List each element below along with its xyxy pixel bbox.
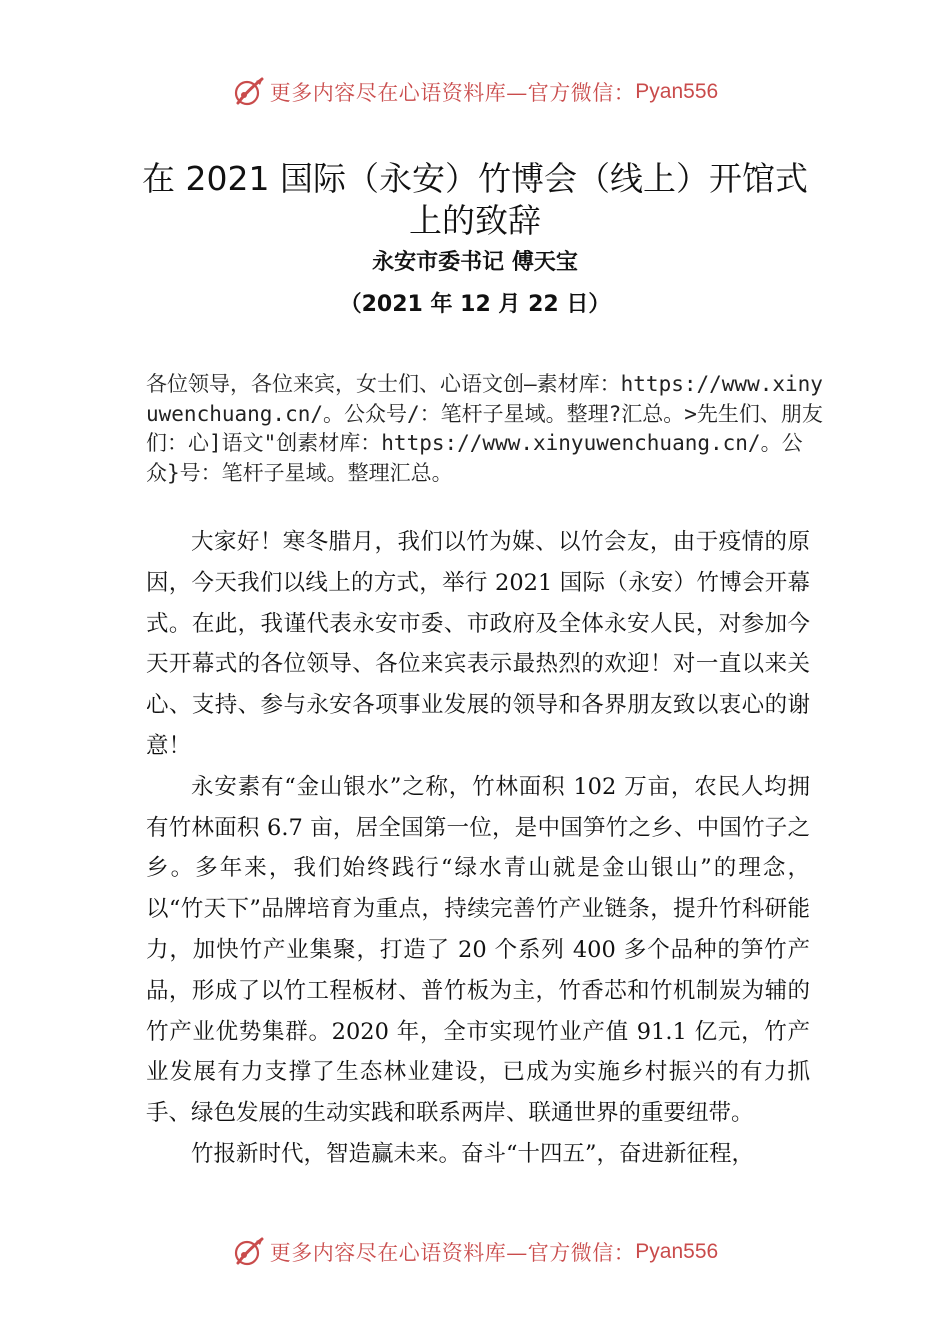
paragraph-3: 竹报新时代，智造赢未来。奋斗“十四五”，奋进新征程， bbox=[191, 1140, 755, 1167]
intro-paragraph: 各位领导，各位来宾，女士们、心语文创—素材库：https://www.xinyuwenchuang.cn/。公众号/：笔杆子星域。整理?汇总。>先生们、朋友们：心]语文"创素材库：https://www.xinyuwenchuang.cn/。公众}号：笔杆子星域。整理汇总。 bbox=[146, 372, 823, 485]
banner-text: 更多内容尽在心语资料库—官方微信： bbox=[269, 1241, 636, 1265]
brush-logo-icon bbox=[232, 75, 266, 109]
paragraph-2: 永安素有“金山银水”之称，竹林面积 102 万亩，农民人均拥有竹林面积 6.7 亩，居全国第一位，是中国笋竹之乡、中国竹子之乡。多年来，我们始终践行“绿水青山就是金山银山”的理念，以“竹天下”品牌培育为重点，持续完善竹产业链条，提升竹科研能力，加快竹产业集聚，打造了 20 个系列 400 多个品种的笋竹产品，形成了以竹工程板材、普竹板为主，竹香芯和竹机制炭为辅的竹产业优势集群。2020 年，全市实现竹业产值 91.1 亿元，竹产业发展有力支撑了生态林业建设，已成为实施乡村振兴的有力抓手、绿色发展的生动实践和联系两岸、联通世界的重要纽带。 bbox=[146, 773, 810, 1127]
brush-logo-icon bbox=[232, 1235, 266, 1269]
speech-body bbox=[146, 522, 810, 1175]
banner-wechat-id: Pyan556 bbox=[635, 1240, 719, 1263]
top-banner bbox=[0, 72, 950, 112]
author-line: 永安市委书记 傅天宝 bbox=[372, 250, 578, 275]
page-title: 在 2021 国际（永安）竹博会（线上）开馆式上的致辞 bbox=[142, 159, 808, 240]
date-line: （2021 年 12 月 22 日） bbox=[339, 292, 611, 317]
bottom-banner bbox=[0, 1232, 950, 1272]
paragraph-1: 大家好！寒冬腊月，我们以竹为媒、以竹会友，由于疫情的原因，今天我们以线上的方式，举行 2021 国际（永安）竹博会开幕式。在此，我谨代表永安市委、市政府及全体永安人民，对参加今天开幕式的各位领导、各位来宾表示最热烈的欢迎！对一直以来关心、支持、参与永安各项事业发展的领导和各界朋友致以衷心的谢意！ bbox=[146, 529, 810, 759]
banner-text: 更多内容尽在心语资料库—官方微信： bbox=[269, 81, 636, 105]
banner-wechat-id: Pyan556 bbox=[635, 80, 719, 103]
